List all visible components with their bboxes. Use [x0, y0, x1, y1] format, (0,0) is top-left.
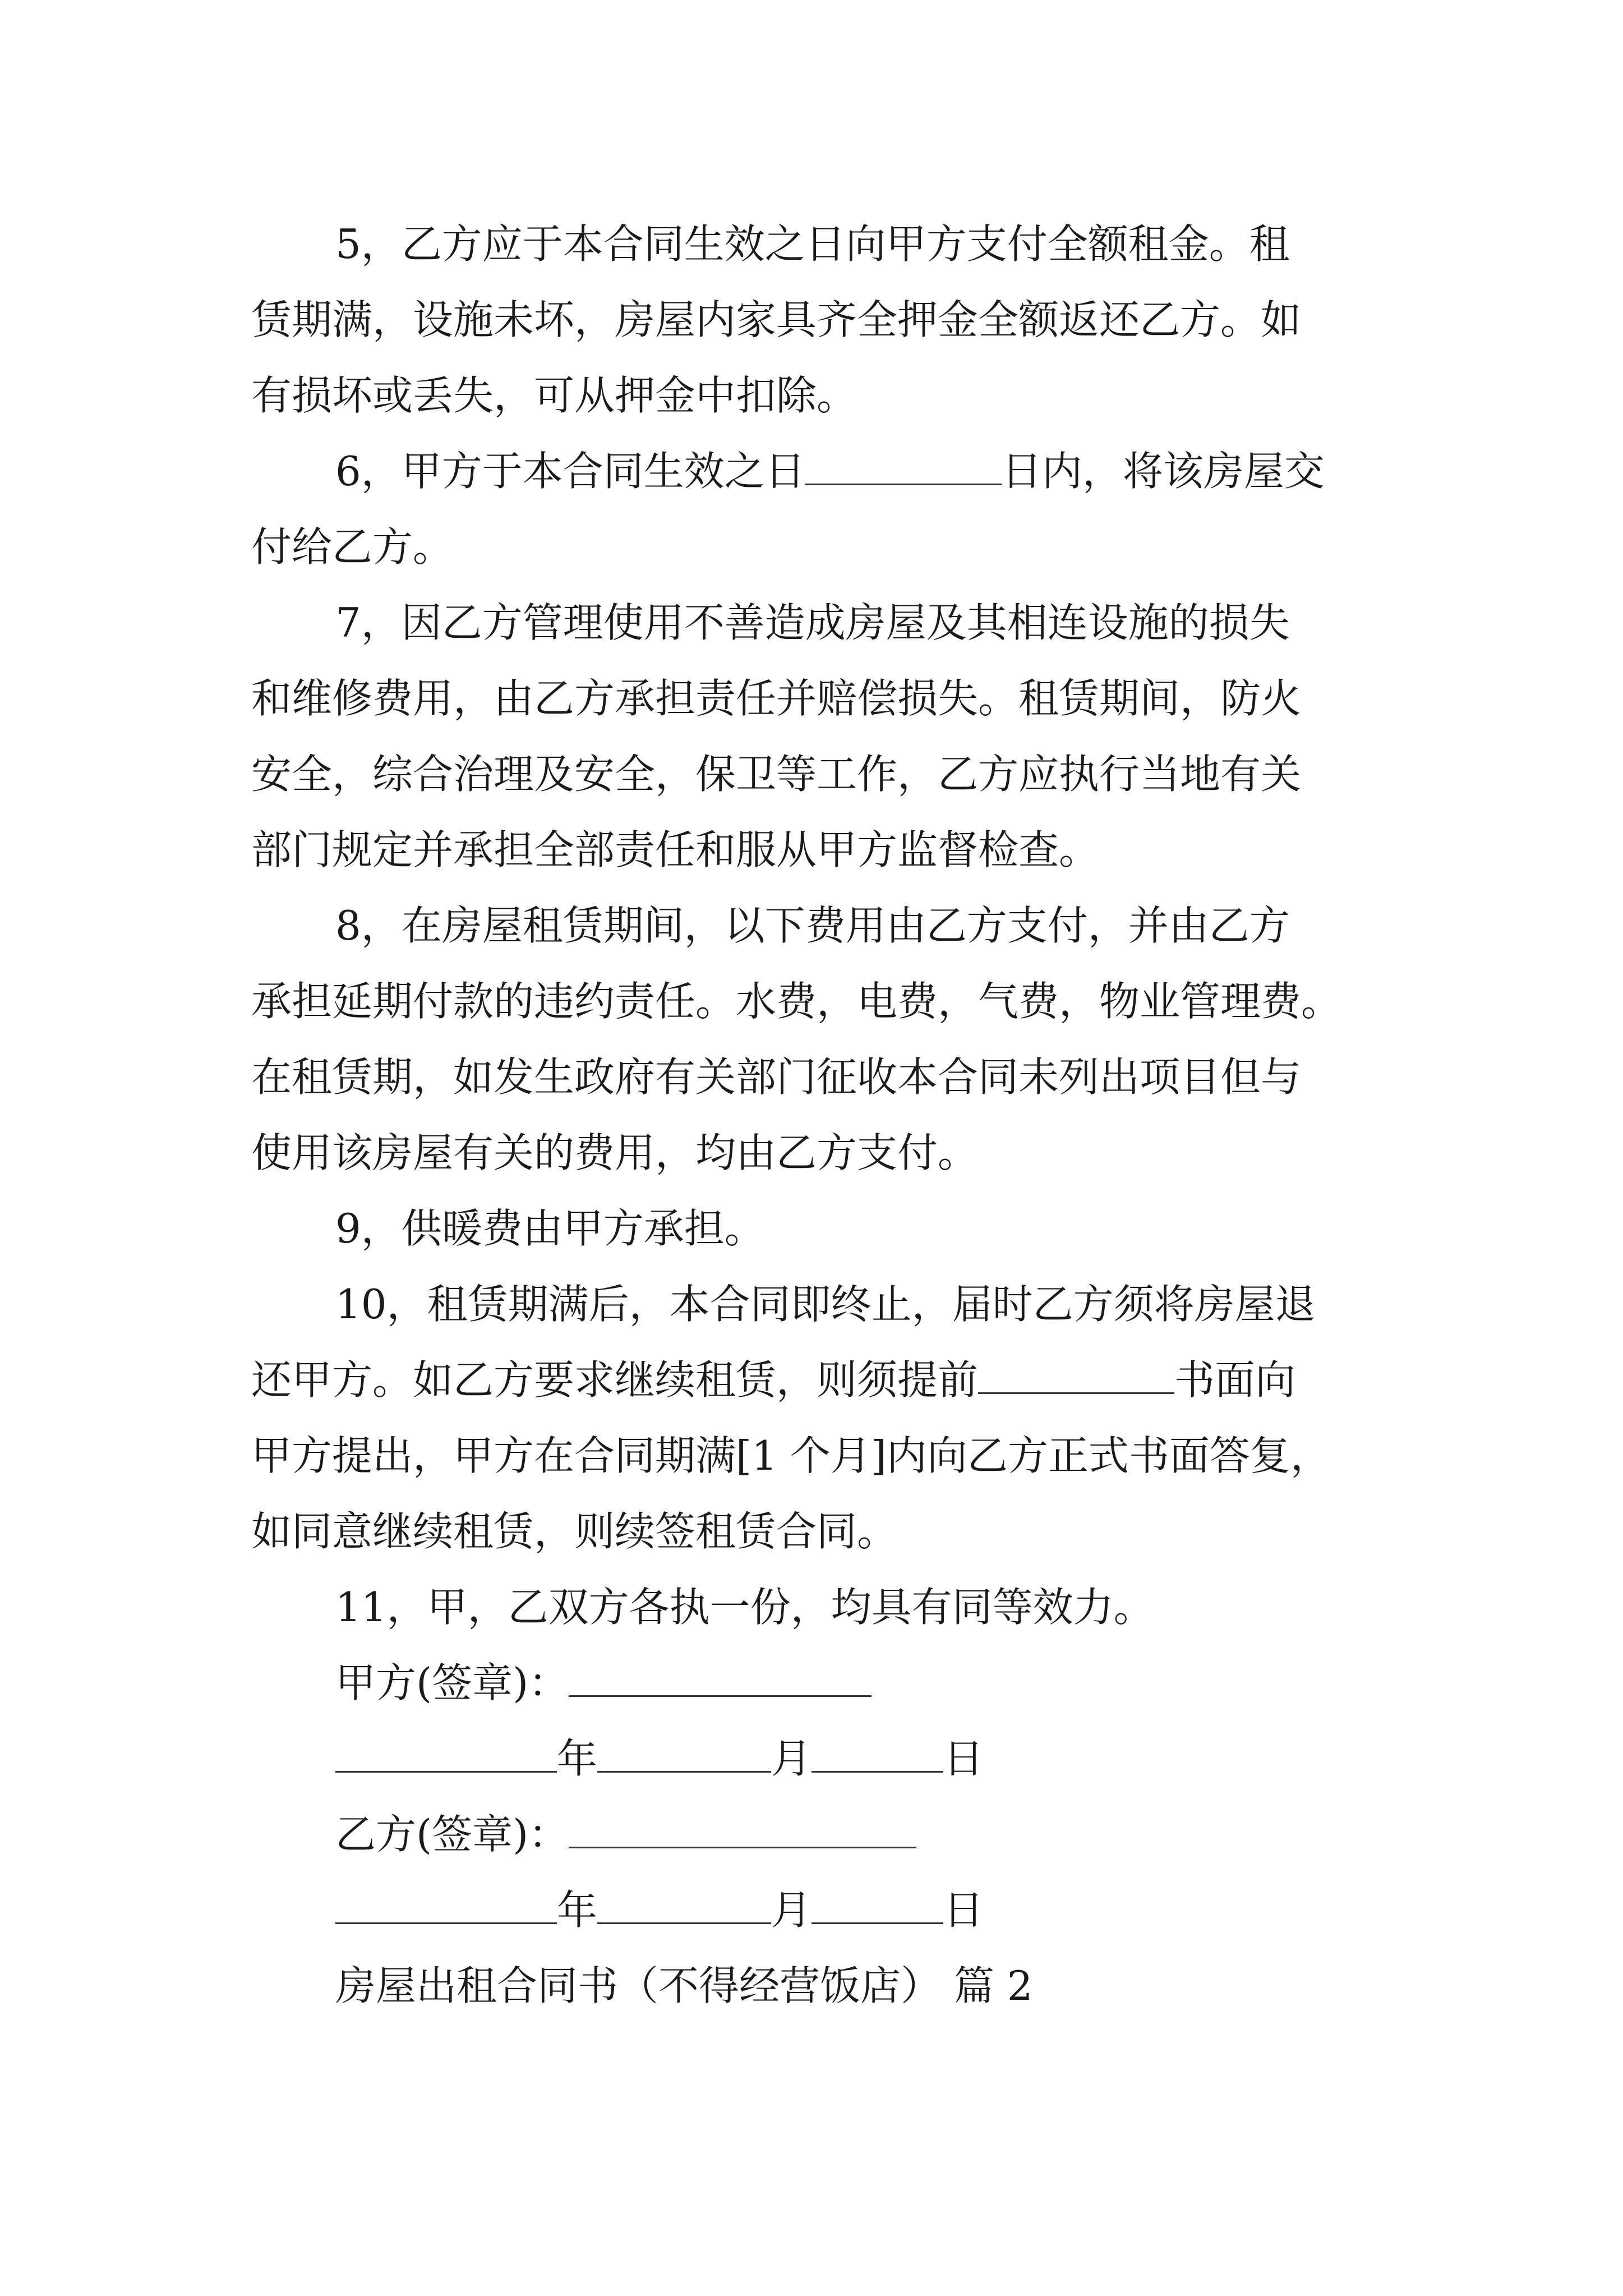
party-b-month-blank[interactable]	[597, 1888, 771, 1924]
party-b-signature-row	[335, 1806, 916, 1862]
party-a-label: 甲方(签章)：	[335, 1659, 569, 1706]
day-label: 日	[943, 1887, 984, 1934]
clause-9-line-1: 9，供暖费由甲方承担。	[335, 1205, 765, 1252]
month-label: 月	[771, 1735, 812, 1782]
clause-10-line-2	[251, 1352, 1295, 1408]
fill-blank-days[interactable]	[805, 449, 1002, 485]
party-b-label: 乙方(签章)：	[335, 1811, 569, 1858]
next-section-title: 房屋出租合同书（不得经营饭店） 篇 2	[335, 1962, 1033, 2009]
clause-7-line-4: 部门规定并承担全部责任和服从甲方监督检查。	[251, 826, 1100, 873]
clause-10-line-1: 10，租赁期满后，本合同即终止，届时乙方须将房屋退	[335, 1281, 1316, 1328]
clause-10-line-4: 如同意继续租赁，则续签租赁合同。	[251, 1508, 898, 1555]
fill-blank-notice-period[interactable]	[978, 1358, 1174, 1394]
day-label: 日	[943, 1735, 984, 1782]
party-b-signature-blank[interactable]	[569, 1812, 916, 1848]
clause-8-line-3: 在租赁期，如发生政府有关部门征收本合同未列出项目但与	[251, 1053, 1302, 1101]
clause-8-line-2: 承担延期付款的违约责任。水费，电费，气费，物业管理费。	[251, 978, 1342, 1025]
clause-6-text-a: 6，甲方于本合同生效之日	[335, 448, 805, 495]
party-b-day-blank[interactable]	[811, 1888, 943, 1924]
clause-10-text-b: 书面向	[1174, 1356, 1296, 1404]
year-label: 年	[557, 1735, 598, 1782]
party-a-date-row	[335, 1731, 984, 1787]
clause-7-line-2: 和维修费用，由乙方承担责任并赔偿损失。租赁期间，防火	[251, 675, 1302, 722]
clause-8-line-4: 使用该房屋有关的费用，均由乙方支付。	[251, 1129, 979, 1176]
clause-11-line-1: 11，甲，乙双方各执一份，均具有同等效力。	[335, 1584, 1154, 1631]
clause-6-line-1	[335, 443, 1325, 499]
clause-10-text-a: 还甲方。如乙方要求继续租赁，则须提前	[251, 1356, 979, 1404]
clause-7-line-3: 安全，综合治理及安全，保卫等工作，乙方应执行当地有关	[251, 751, 1302, 798]
clause-8-line-1: 8，在房屋租赁期间，以下费用由乙方支付，并由乙方	[335, 902, 1290, 949]
party-b-year-blank[interactable]	[335, 1888, 557, 1924]
clause-6-text-b: 日内，将该房屋交	[1001, 448, 1325, 495]
clause-5-line-3: 有损坏或丢失，可从押金中扣除。	[251, 372, 857, 419]
clause-5-line-1: 5，乙方应于本合同生效之日向甲方支付全额租金。租	[335, 220, 1290, 268]
party-a-day-blank[interactable]	[811, 1736, 943, 1773]
clause-6-line-2: 付给乙方。	[251, 523, 454, 570]
party-a-signature-row	[335, 1655, 872, 1711]
month-label: 月	[771, 1887, 812, 1934]
clause-10-line-3: 甲方提出，甲方在合同期满[1 个月]内向乙方正式书面答复，	[251, 1432, 1331, 1479]
party-a-month-blank[interactable]	[597, 1736, 771, 1773]
party-a-signature-blank[interactable]	[569, 1660, 872, 1697]
clause-5-line-2: 赁期满，设施未坏，房屋内家具齐全押金全额返还乙方。如	[251, 296, 1302, 343]
party-a-year-blank[interactable]	[335, 1736, 557, 1773]
year-label: 年	[557, 1887, 598, 1934]
clause-7-line-1: 7，因乙方管理使用不善造成房屋及其相连设施的损失	[335, 599, 1290, 646]
party-b-date-row	[335, 1882, 984, 1938]
